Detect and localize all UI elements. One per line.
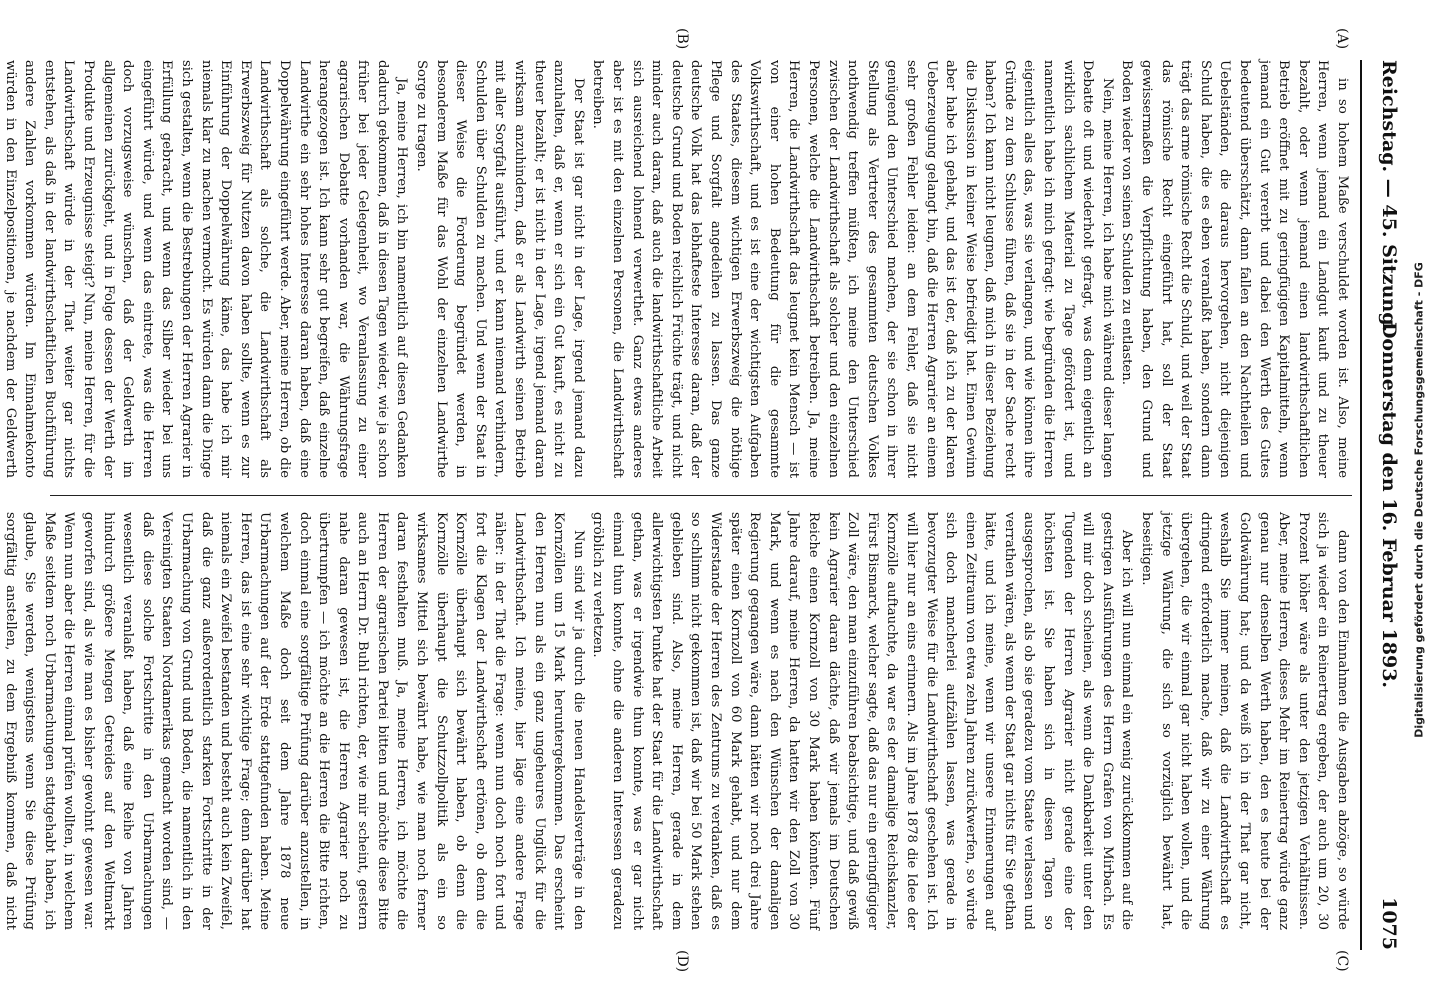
- marker-c: (C): [1334, 950, 1350, 972]
- right-column: [2, 512, 1352, 930]
- header-rule: [1360, 60, 1362, 950]
- page-header: [1370, 60, 1410, 950]
- page-number: 1075: [1378, 897, 1400, 950]
- paragraph: Ja, meine Herren, ich bin namentlich auf diesen Gedanken dadurch gekommen, daß in diesen Tagen wieder, wie ja schon früher bei jeder Gelegenheit, wo Veranlassung zu einer agrarischen Debatte vorhanden war, die Währungsfrage herangezogen ist. Ich kann sehr gut begreifen, daß einzelne Landwirthe ein sehr hohes Interesse daran haben, daß eine Doppelwährung eingeführt werde. Aber, meine Herren, ob die Landwirthschaft als solche, die Landwirthschaft als Erwerbszweig für Nutzen davon haben sollte, wenn es zur Einführung der Doppelwährung käme, das habe ich mir niemals klar zu machen vermocht. Es würden dann die Dinge sich gestalten, wenn die Bestrebungen der Herren Agrarier in Erfüllung gebracht, und wenn das Silber wieder bei uns eingeführt würde, und wenn das eintrete, was die Herren doch vorzugsweise wünschen, daß der Geldwerth im allgemeinen zurückgeht, und in Folge dessen der Werth der Produkte und Erzeugnisse steigt? Nun, meine Herren, für die Landwirthschaft würde in der That weiter gar nichts entstehen, als daß in der landwirthschaftlichen Buchführung andere Zahlen vorkommen würden. Im Einnahmekonto würden in den Einzelpositionen, je nachdem der Geldwerth: [2, 60, 410, 478]
- header-date: Donnerstag den 16. Februar 1893.: [1378, 321, 1400, 689]
- marker-d: (D): [674, 950, 690, 973]
- paragraph: Nein, meine Herren, ich habe mich während dieser langen Debatte oft und wiederholt gefragt, was denn eigentlich an wirklich sachlichem Material zu Tage gefördert ist, und namentlich habe ich mich gefragt: wie begründen die Herren eigentlich alles das, was sie verlangen, und wie können ihre Gründe zu dem Schlusse führen, daß sie in der Sache recht haben? Ich kann nicht leugnen, daß mich in dieser Beziehung die Diskussion in keiner Weise befriedigt hat. Einen Gewinn aber habe ich gehabt, und das ist der, daß ich zu der klaren Ueberzeugung gelangt bin, daß die Herren Agrarier an einem sehr großen Fehler leiden: an dem Fehler, daß sie nicht genügend den Unterschied machen, der sie schon in ihrer Stellung als Vertreter des gesammten deutschen Volkes nothwendig treffen müßten, ich meine den Unterschied zwischen der Landwirthschaft als solcher und den einzelnen Personen, welche die Landwirthschaft betreiben. Ja, meine Herren, die Landwirthschaft das leugnet kein Mensch — ist von einer hohen Bedeutung für die gesammte Volkswirthschaft, und es ist eine der wichtigsten Aufgaben des Staates, diesem wichtigen Erwerbszweig die nöthige Pflege und Sorgfalt angedeihen zu lassen. Das ganze deutsche Volk hat das lebhafteste Interesse daran, daß der deutsche Grund und Boden reichlich Früchte trägt, und nicht minder auch daran, daß auch die landwirthschaftliche Arbeit sich ausreichend lohnend verwerthet. Ganz etwas anderes aber ist es mit den einzelnen Personen, die Landwirthschaft betreiben.: [590, 60, 1115, 478]
- digitization-credit-text: Digitalisierung gefördert durch die Deutsche Forschungsgemeinschaft - DFG: [1412, 262, 1426, 738]
- marker-a: (A): [1334, 28, 1350, 50]
- paragraph: in so hohem Maße verschuldet worden ist. Also, meine Herren, wenn jemand ein Landgut kauft und zu theuer bezahlt, oder wenn jemand einen landwirthschaftlichen Betrieb eröffnet mit zu geringfügigen Kapitalmitteln, wenn jemand ein Gut vererbt und dabei den Werth des Gutes bedeutend überschätzt, dann fallen an den Nachtheilen und Uebelständen, die daraus hervorgehen, nicht diejenigen Schuld haben, die es eben veranlaßt haben, sondern dann trägt das arme römische Recht die Schuld, und weil der Staat das römische Recht eingeführt hat, soll der Staat gewissermaßen die Verpflichtung haben, den Grund und Boden wieder von seinen Schulden zu entlasten.: [1119, 60, 1350, 478]
- paragraph: Nun sind wir ja durch die neuen Handelsverträge in den Kornzöllen um 15 Mark heruntergekommen. Das erscheint den Herren nun als ein ganz ungeheures Unglück für die Landwirthschaft. Ich meine, hier läge eine andere Frage näher: in der That die Frage: wenn nun doch noch fort und fort die Klagen der Landwirthschaft ertönen, ob denn die Kornzölle überhaupt sich bewährt haben, ob denn die Kornzölle überhaupt die Schutzzollpolitik als ein so wirksames Mittel sich bewährt habe, wie man noch ferner daran festhalten muß. Ja, meine Herren, ich möchte die Herren der agrarischen Partei bitten und möchte diese Bitte auch an Herrn Dr. Buhl richten, der, wie mir scheint, gestern nahe daran gewesen ist, die Herren Agrarier noch zu übertrumpfen — ich möchte an die Herren die Bitte richten, doch einmal eine sorgfältige Prüfung darüber anzustellen, in welchem Maße doch seit dem Jahre 1878 neue Urbarmachungen auf der Erde stattgefunden haben. Meine Herren, das ist eine sehr wichtige Frage; denn darüber hat niemals ein Zweifel bestanden und besteht auch kein Zweifel, daß die ganz außerordentlich starken Fortschritte in der Urbarmachung von Grund und Boden, die namentlich in den Vereinigten Staaten Nordamerikas gemacht worden sind, — daß diese solche Fortschritte in den Urbarmachungen wesentlich veranlaßt haben, daß eine Reihe von Jahren hindurch größere Mengen Getreides auf den Weltmarkt geworfen sind, als wie man es bisher gewohnt gewesen war. Wenn nun aber die Herren einmal prüfen wollten, in welchem Maße seitdem noch Urbarmachungen stattgehabt haben, ich glaube, Sie werden, wenigstens wenn Sie diese Prüfung sorgfältig anstellen, zu dem Ergebniß kommen, daß nicht: [2, 512, 586, 930]
- paragraph: Aber ich will nun einmal ein wenig zurückkommen auf die gestrigen Ausführungen des Herrn Grafen von Mirbach. Es will mir doch scheinen, als wenn die Dankbarkeit unter den Tugenden der Herren Agrarier nicht gerade eine der höchsten ist. Sie haben sich in diesen Tagen so ausgesprochen, als ob sie geradezu vom Staate verlassen und verrathen wären, als wenn der Staat gar nichts für Sie gethan hätte, und ich meine, wenn wir unsere Erinnerungen auf einen Zeitraum von etwa zehn Jahren zurückwerfen, so würde sich doch mancherlei aufzählen lassen, was gerade in bevorzugter Weise für die Landwirthschaft geschehen ist. Ich will hier nur an eins erinnern. Als im Jahre 1878 die Idee der Kornzölle auftauchte, da war es der damalige Reichskanzler, Fürst Bismarck, welcher sagte, daß das nur ein geringfügiger Zoll wäre, den man einzuführen beabsichtige, und daß gewiß kein Agrarier daran dächte, daß wir jemals im Deutschen Reiche einen Kornzoll von 30 Mark haben könnten. Fünf Jahre darauf, meine Herren, da hatten wir den Zoll von 30 Mark, und wenn es nach den Wünschen der damaligen Regierung gegangen wäre, dann hätten wir noch drei Jahre später einen Kornzoll von 60 Mark gehabt, und nur dem Widerstande der Herren des Zentrums zu verdanken, daß es so schlimm nicht gekommen ist, daß wir bei 50 Mark stehen geblieben sind. Also, meine Herren, gerade in dem allerwichtigsten Punkte hat der Staat für die Landwirthschaft gethan, was er irgendwie thun konnte, was er gar nicht einmal thun konnte, ohne die anderen Interessen geradezu gröblich zu verletzen.: [590, 512, 1135, 930]
- rotated-page-content: [2, 20, 1410, 980]
- header-left: Reichstag. — 45. Sitzung.: [1378, 60, 1400, 333]
- paragraph: Der Staat ist gar nicht in der Lage, irgend jemand dazu anzuhalten, daß er, wenn er sich ein Gut kauft, es nicht zu theuer bezahlt; er ist nicht in der Lage, irgend jemand daran wirksam anzuhindern, daß er als Landwirth seinen Betrieb mit aller Sorgfalt ausführt, und er kann niemand verhindern, Schulden über Schulden zu machen. Und wenn der Staat in dieser Weise die Forderung begründet werden, in besonderem Maße für das Wohl der einzelnen Landwirthe Sorge zu tragen.: [414, 60, 586, 478]
- column-divider: [50, 495, 1352, 496]
- marker-b: (B): [674, 28, 690, 50]
- paragraph: dann von den Einnahmen die Ausgaben abzöge, so würde sich ja wieder ein Reinertrag ergeben, der auch um 20, 30 Prozent höher wäre als unter den jetzigen Verhältnissen. Aber, meine Herren, dieses Mehr im Reinertrag würde ganz genau nur denselben Werth haben, den es heute bei der Goldwährung hat; und da weiß ich in der That gar nicht, weshalb Sie immer meinen, daß die Landwirthschaft es dringend erforderlich mache, daß wir zu einer Währung übergehen, die wir einmal gar nicht haben wollen, und die jetzige Währung, die sich so vorzüglich bewährt hat, beseitigen.: [1139, 512, 1350, 930]
- left-column: [2, 60, 1352, 478]
- digitization-credit: [1410, 30, 1428, 970]
